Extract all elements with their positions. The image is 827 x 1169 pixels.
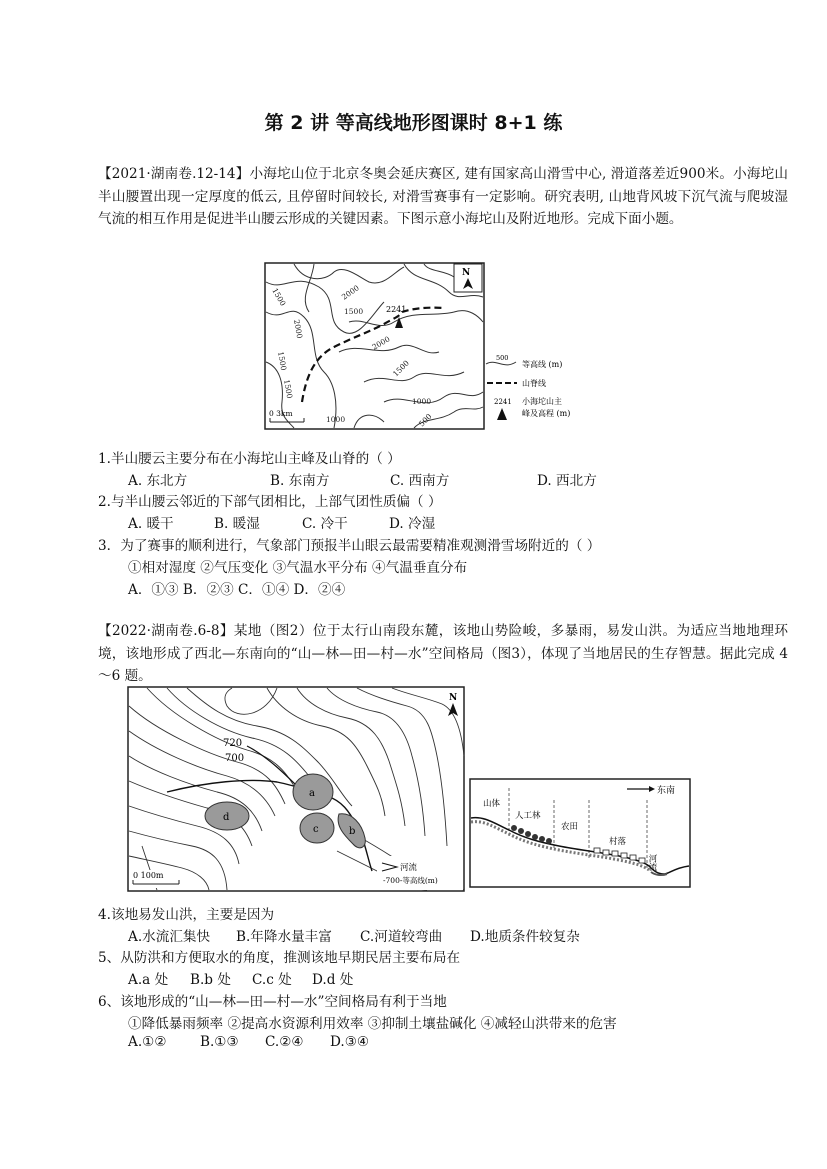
- svg-text:2000: 2000: [370, 334, 392, 352]
- svg-text:东南: 东南: [657, 786, 676, 796]
- svg-text:小海坨山主: 小海坨山主: [522, 397, 562, 406]
- svg-text:500: 500: [496, 354, 509, 362]
- svg-text:等高线 (m): 等高线 (m): [522, 360, 563, 369]
- svg-text:700: 700: [225, 753, 245, 764]
- svg-text:0 100m: 0 100m: [133, 871, 164, 880]
- page-title: 第 2 讲 等高线地形图课时 8+1 练: [264, 112, 563, 134]
- q3-items: ①相对湿度 ②气压变化 ③气温水平分布 ④气温垂直分布: [128, 560, 468, 576]
- svg-text:720: 720: [223, 738, 243, 749]
- svg-text:0 3km: 0 3km: [269, 409, 293, 418]
- question-4-stem: 4.该地易发山洪，主要是因为: [98, 907, 275, 923]
- q4-option-d[interactable]: D.地质条件较复杂: [470, 929, 580, 945]
- question-5-stem: 5、从防洪和方便取水的角度，推测该地早期民居主要布局在: [98, 950, 461, 966]
- profile-figure-3: [469, 778, 691, 888]
- intro-paragraph-2022: 【2022·湖南卷.6-8】某地（图2）位于太行山南段东麓，该地山势险峻，多暴雨，易发山洪。为适应当地地理环境，该地形成了西北—东南向的“山—林—田—村—水”空间格局（图3），体现了当地居民的生存智慧。据此完成 4～6 题。: [98, 623, 788, 684]
- q4-option-a[interactable]: A.水流汇集快: [128, 929, 211, 945]
- svg-text:2000: 2000: [292, 318, 305, 340]
- q1-option-a[interactable]: A. 东北方: [128, 473, 188, 489]
- intro-paragraph-2021: 【2021·湖南卷.12-14】小海坨山位于北京冬奥会延庆赛区, 建有国家高山滑雪中心, 滑道落差近900米。小海坨山半山腰置出现一定厚度的低云, 且停留时间较长, 对滑雪赛事有一定影响。研究表明, 山地背风坡下沉气流与爬坡湿气流的相互作用是促进半山腰云形成的关键因素。下图示意小海坨山及附近地形。完成下面小题。: [98, 166, 788, 227]
- svg-text:1500: 1500: [344, 307, 364, 316]
- svg-text:500: 500: [417, 411, 434, 429]
- svg-text:峰及高程 (m): 峰及高程 (m): [522, 409, 571, 418]
- svg-text:人工林: 人工林: [515, 811, 541, 821]
- question-6-stem: 6、该地形成的“山—林—田—村—水”空间格局有利于当地: [98, 994, 447, 1010]
- map-figure-2: [127, 686, 465, 892]
- q5-option-b[interactable]: B.b 处: [190, 972, 231, 988]
- question-3-stem: 3．为了赛事的顺利进行，气象部门预报半山眼云最需要精准观测滑雪场附近的（ ）: [98, 538, 601, 554]
- svg-text:河流: 河流: [647, 854, 657, 871]
- svg-text:2000: 2000: [339, 283, 361, 302]
- svg-text:1000: 1000: [412, 397, 432, 406]
- svg-text:d: d: [223, 812, 230, 823]
- q2-option-a[interactable]: A. 暖干: [128, 516, 174, 532]
- q5-option-d[interactable]: D.d 处: [312, 972, 354, 988]
- svg-text:河流: 河流: [400, 863, 418, 873]
- svg-text:农田: 农田: [561, 822, 579, 832]
- svg-text:a: a: [309, 788, 315, 799]
- svg-text:1500: 1500: [276, 350, 289, 372]
- svg-text:c: c: [313, 824, 319, 835]
- q5-option-a[interactable]: A.a 处: [128, 972, 169, 988]
- svg-text:1500: 1500: [282, 378, 295, 400]
- svg-text:村落: 村落: [609, 837, 627, 847]
- map-xiaohaituo: [264, 262, 590, 442]
- q4-option-c[interactable]: C.河道较弯曲: [360, 929, 443, 945]
- q2-option-b[interactable]: B. 暖湿: [214, 516, 260, 532]
- q6-option-a[interactable]: A.①②: [128, 1034, 167, 1050]
- q2-option-d[interactable]: D. 冷湿: [389, 516, 436, 532]
- svg-text:N: N: [462, 268, 471, 278]
- q6-option-b[interactable]: B.①③: [200, 1034, 239, 1050]
- q1-option-b[interactable]: B. 东南方: [270, 473, 330, 489]
- svg-text:1500: 1500: [391, 358, 411, 379]
- question-1-stem: 1.半山腰云主要分布在小海坨山主峰及山脊的（ ）: [98, 451, 401, 467]
- svg-text:1000: 1000: [326, 415, 346, 424]
- svg-text:N: N: [449, 693, 458, 703]
- svg-text:山脊线: 山脊线: [522, 379, 546, 388]
- svg-text:b: b: [349, 826, 356, 837]
- q6-option-d[interactable]: D.③④: [330, 1034, 370, 1050]
- svg-text:-700-等高线(m): -700-等高线(m): [383, 876, 438, 885]
- q6-option-c[interactable]: C.②④: [265, 1034, 304, 1050]
- question-2-stem: 2.与半山腰云邻近的下部气团相比，上部气团性质偏（ ）: [98, 494, 442, 510]
- svg-text:山体: 山体: [483, 799, 501, 809]
- svg-text:2241: 2241: [494, 398, 512, 406]
- q1-option-c[interactable]: C. 西南方: [390, 473, 450, 489]
- q3-options[interactable]: A．①③ B．②③ C．①④ D．②④: [128, 582, 346, 598]
- q2-option-c[interactable]: C. 冷干: [302, 516, 348, 532]
- q4-option-b[interactable]: B.年降水量丰富: [236, 929, 332, 945]
- q5-option-c[interactable]: C.c 处: [252, 972, 292, 988]
- q1-option-d[interactable]: D. 西北方: [537, 473, 597, 489]
- q6-items: ①降低暴雨频率 ②提高水资源利用效率 ③抑制土壤盐碱化 ④减轻山洪带来的危害: [128, 1016, 617, 1032]
- svg-text:1500: 1500: [270, 286, 288, 308]
- svg-text:2241: 2241: [386, 305, 407, 314]
